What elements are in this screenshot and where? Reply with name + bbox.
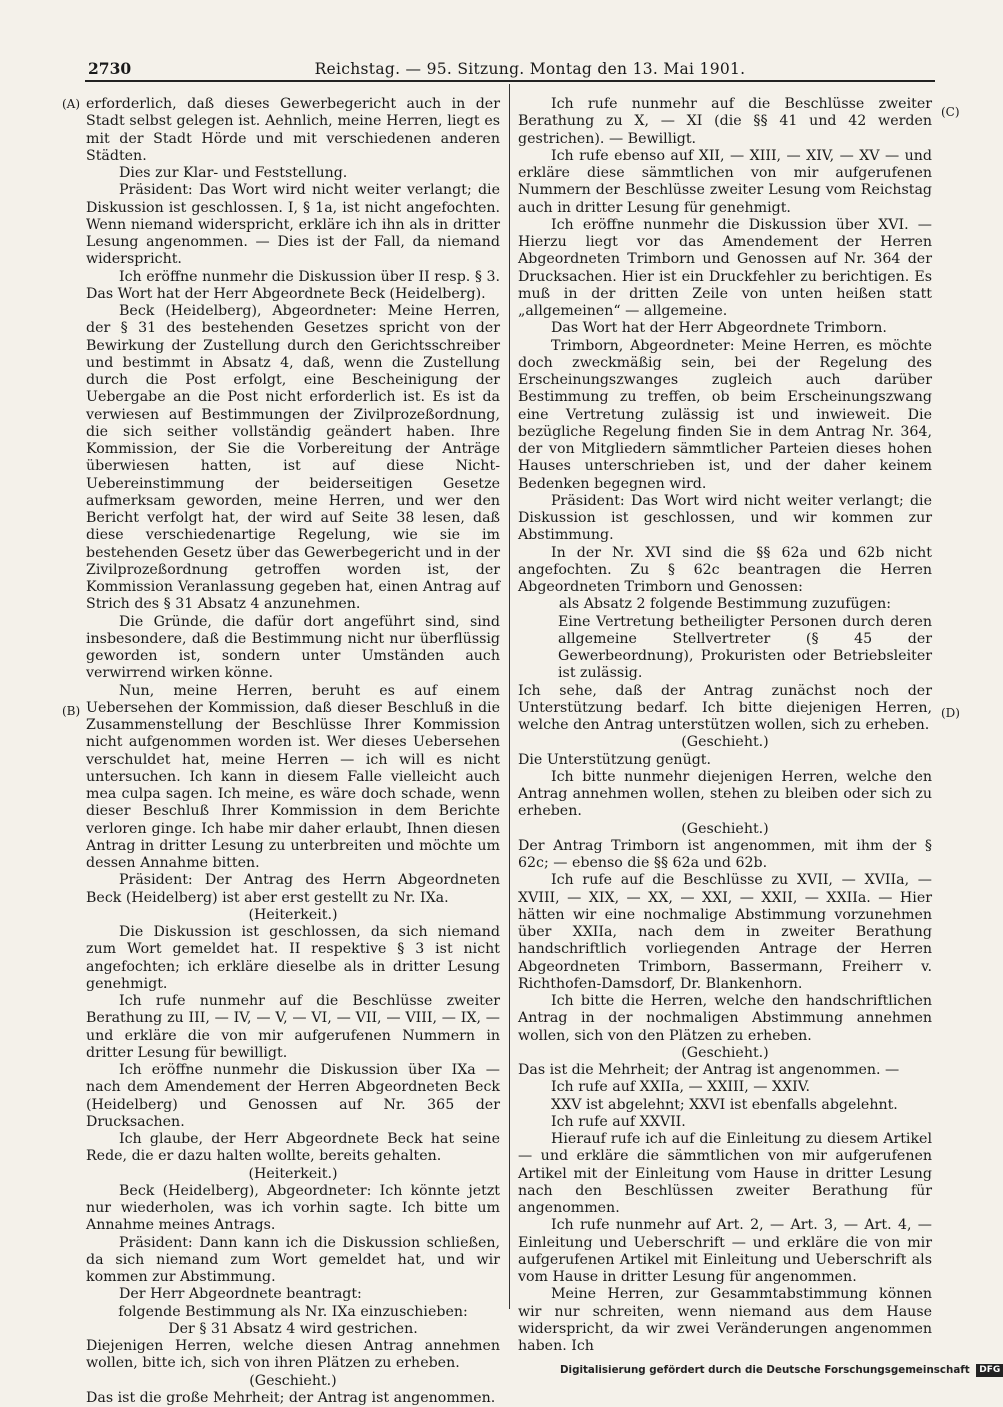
paragraph: Ich rufe nunmehr auf die Beschlüsse zweiter Berathung zu X, — XI (die §§ 41 und 42 werden gestrichen). — Bewilligt. [518, 96, 932, 147]
paragraph: Ich rufe auf XXIIa, — XXIII, — XXIV. [551, 1079, 811, 1096]
speaker-paragraph: Präsident: Das Wort wird nicht weiter verlangt; die Diskussion ist geschlossen. I, § 1a, ist nicht angefochten. Wenn niemand widerspricht, erkläre ich ihn als in dritter Lesung angenommen. — Dies ist der Fall, da niemand widerspricht. [86, 182, 500, 268]
paragraph: Ich eröffne nunmehr die Diskussion über XVI. — Hierzu liegt vor das Amendement der Herren Abgeordneten Trimborn und Genossen auf Nr. 364 der Drucksachen. Hier ist ein Druckfehler zu berichtigen. Es muß in der dritten Zeile von unten heißen statt „allgemeinen“ — allgemeine. [518, 216, 932, 319]
stage-direction: (Geschieht.) [249, 1372, 337, 1389]
paragraph: Die Diskussion ist geschlossen, da sich niemand zum Wort gemeldet hat. II respektive § 3 ist nicht angefochten; ich erkläre dieselbe als in dritter Lesung genehmigt. [86, 924, 500, 992]
quoted-motion: folgende Bestimmung als Nr. IXa einzuschieben: [118, 1303, 468, 1320]
paragraph: Das Wort hat der Herr Abgeordnete Trimborn. [551, 320, 887, 337]
left-column [86, 96, 500, 1406]
paragraph: Ich rufe nunmehr auf die Beschlüsse zweiter Berathung zu III, — IV, — V, — VI, — VII, — VIII, — IX, — und erkläre die von mir aufgerufenen Nummern in dritter Lesung für bewilligt. [86, 993, 500, 1061]
right-column [518, 96, 932, 1354]
paragraph: Nun, meine Herren, beruht es auf einem Uebersehen der Kommission, daß dieser Beschluß in die Zusammenstellung der Beschlüsse Ihrer Kommission nicht aufgenommen worden ist. Wer dieses Uebersehen verschuldet hat, meine Herren — ich will es nicht untersuchen. Ich kann in diesem Falle vielleicht auch mea culpa sagen. Ich meine, es wäre doch schade, wenn dieser Beschluß Ihrer Kommission in dem Berichte verloren ginge. Ich habe mir daher erlaubt, Ihnen diesen Antrag in dritter Lesung zu unterbreiten und möchte um dessen Annahme bitten. [86, 682, 500, 871]
stage-direction: (Geschieht.) [681, 820, 769, 837]
paragraph: Die Gründe, die dafür dort angeführt sind, sind insbesondere, daß die Bestimmung nicht nur überflüssig geworden ist, sondern unter Umständen auch verwirrend wirken könne. [86, 613, 500, 682]
paragraph: Hierauf rufe ich auf die Einleitung zu diesem Artikel — und erkläre die sämmtlichen von mir aufgerufenen Artikel mit der Einleitung vom Hause in dritter Lesung nach den Beschlüssen zweiter Berathung für angenommen. [518, 1131, 932, 1216]
margin-marker-c: (C) [941, 105, 960, 119]
speaker-paragraph: Präsident: Dann kann ich die Diskussion schließen, da sich niemand zum Wort gemeldet hat, und wir kommen zur Abstimmung. [86, 1234, 500, 1285]
stage-direction: (Geschieht.) [681, 1044, 769, 1061]
speaker-paragraph: Beck (Heidelberg), Abgeordneter: Meine Herren, der § 31 des bestehenden Gesetzes spricht von der Bewirkung der Zustellung durch den Gerichtsschreiber und bestimmt in Absatz 4, daß, wenn die Zustellung durch die Post erfolgt, eine Bescheinigung der Uebergabe an die Post nicht erforderlich ist. Es ist da verwiesen auf Bestimmungen der Zivilprozeßordnung, die sich seither vollständig geändert haben. Ihre Kommission, der Sie die Vorbereitung der Anträge überwiesen hatten, ist auf diese Nicht-Uebereinstimmung der beiderseitigen Gesetze aufmerksam geworden, meine Herren, und wer den Bericht verfolgt hat, der wird auf Seite 38 lesen, daß diese verschiedenartige Regelung, wie sie im bestehenden Gesetz über das Gewerbegericht und in der Zivilprozeßordnung getroffen worden ist, der Kommission Veranlassung gegeben hat, einen Antrag auf Strich des § 31 Absatz 4 anzunehmen. [86, 303, 500, 613]
margin-marker-a: (A) [62, 97, 81, 111]
paragraph: XXV ist abgelehnt; XXVI ist ebenfalls abgelehnt. [551, 1096, 898, 1113]
paragraph: Die Unterstützung genügt. [518, 751, 711, 768]
paragraph: Ich rufe ebenso auf XII, — XIII, — XIV, — XV — und erkläre diese sämmtlichen von mir aufgerufenen Nummern der Beschlüsse zweiter Lesung vom Reichstag auch in dritter Lesung für genehmigt. [518, 147, 932, 216]
paragraph: Das ist die große Mehrheit; der Antrag ist angenommen. [86, 1389, 496, 1406]
margin-marker-d: (D) [941, 706, 960, 720]
stage-direction: (Heiterkeit.) [248, 1165, 338, 1182]
running-head: Reichstag. — 95. Sitzung. Montag den 13. Mai 1901. [314, 60, 746, 78]
stage-direction: (Heiterkeit.) [248, 906, 338, 923]
paragraph: Der Herr Abgeordnete beantragt: [119, 1286, 362, 1303]
speaker-paragraph: Präsident: Das Wort wird nicht weiter verlangt; die Diskussion ist geschlossen, und wir kommen zur Abstimmung. [518, 492, 932, 544]
paragraph: Ich glaube, der Herr Abgeordnete Beck hat seine Rede, die er dazu halten wollte, bereits gehalten. [86, 1131, 500, 1165]
funding-credit: Digitalisierung gefördert durch die Deutsche Forschungsgemeinschaft [560, 1364, 970, 1376]
stage-direction: (Geschieht.) [681, 734, 769, 751]
page-number: 2730 [88, 59, 132, 78]
paragraph: Der Antrag Trimborn ist angenommen, mit ihm der § 62c; — ebenso die §§ 62a und 62b. [518, 837, 932, 871]
paragraph: Meine Herren, zur Gesammtabstimmung können wir nur schreiten, wenn niemand aus dem Hause widerspricht, da wir zwei Veränderungen angenommen haben. Ich [518, 1286, 932, 1354]
paragraph: erforderlich, daß dieses Gewerbegericht auch in der Stadt selbst gelegen ist. Aehnlich, meine Herren, liegt es mit der Stadt Hörde und mit verschiedenen anderen Städten. [86, 96, 500, 164]
paragraph: Ich eröffne nunmehr die Diskussion über II resp. § 3. Das Wort hat der Herr Abgeordnete Beck (Heidelberg). [86, 268, 500, 302]
paragraph: Ich eröffne nunmehr die Diskussion über IXa — nach dem Amendement der Herren Abgeordneten Beck (Heidelberg) und Genossen auf Nr. 365 der Drucksachen. [86, 1062, 500, 1130]
paragraph: Das ist die Mehrheit; der Antrag ist angenommen. — [518, 1062, 900, 1078]
page-header [80, 56, 940, 82]
quoted-motion: Eine Vertretung betheiligter Personen durch deren allgemeine Stellvertreter (§ 45 der Gewerbeordnung), Prokuristen oder Betriebsleiter ist zulässig. [558, 613, 932, 682]
paragraph: Ich bitte nunmehr diejenigen Herren, welche den Antrag annehmen wollen, stehen zu bleiben oder sich zu erheben. [518, 768, 932, 820]
column-divider [509, 84, 510, 1309]
margin-marker-b: (B) [62, 704, 81, 718]
speaker-paragraph: Beck (Heidelberg), Abgeordneter: Ich könnte jetzt nur wiederholen, was ich vorhin sagte. Ich bitte um Annahme meines Antrags. [86, 1182, 500, 1234]
header-rule [85, 80, 935, 82]
paragraph: Ich rufe auf XXVII. [551, 1113, 686, 1130]
paragraph: Dies zur Klar- und Feststellung. [119, 165, 348, 181]
paragraph: Ich bitte die Herren, welche den handschriftlichen Antrag in der nochmaligen Abstimmung annehmen wollen, sich von den Plätzen zu erheben. [518, 993, 932, 1044]
paragraph: In der Nr. XVI sind die §§ 62a und 62b nicht angefochten. Zu § 62c beantragen die Herren Abgeordneten Trimborn und Genossen: [518, 544, 932, 595]
dfg-logo: DFG [976, 1364, 1003, 1377]
paragraph: Ich rufe nunmehr auf Art. 2, — Art. 3, — Art. 4, — Einleitung und Ueberschrift — und erkläre die von mir aufgerufenen Artikel mit Einleitung und Ueberschrift als vom Hause in dritter Lesung für angenommen. [518, 1217, 932, 1285]
quoted-motion: als Absatz 2 folgende Bestimmung zuzufügen: [558, 596, 892, 613]
paragraph: Diejenigen Herren, welche diesen Antrag annehmen wollen, bitte ich, sich von ihren Plätzen zu erheben. [86, 1338, 500, 1372]
speaker-paragraph: Trimborn, Abgeordneter: Meine Herren, es möchte doch zweckmäßig sein, bei der Regelung des Erscheinungszwanges zugleich auch darüber Bestimmung zu treffen, ob beim Erscheinungszwang eine Vertretung zulässig ist und inwieweit. Die bezügliche Regelung finden Sie in dem Antrag Nr. 364, der von Mitgliedern sämmtlicher Parteien dieses hohen Hauses unterschrieben ist, und der daher keinem Bedenken begegnen wird. [518, 337, 932, 492]
paragraph: Ich sehe, daß der Antrag zunächst noch der Unterstützung bedarf. Ich bitte diejenigen Herren, welche den Antrag unterstützen wollen, sich zu erheben. [518, 682, 932, 733]
digitization-footer [560, 1362, 1001, 1378]
paragraph: Ich rufe auf die Beschlüsse zu XVII, — XVIIa, — XVIII, — XIX, — XX, — XXI, — XXII, — XXIIa. — Hier hätten wir eine nochmalige Abstimmung vorzunehmen über XXIIa, nach dem in zweiter Berathung handschriftlich vorliegenden Antrage der Herren Abgeordneten Trimborn, Bassermann, Freiherr v. Richthofen-Damsdorf, Dr. Blankenhorn. [518, 872, 932, 992]
speaker-paragraph: Präsident: Der Antrag des Herrn Abgeordneten Beck (Heidelberg) ist aber erst gestellt zu Nr. IXa. [86, 872, 500, 906]
quoted-motion: Der § 31 Absatz 4 wird gestrichen. [168, 1320, 418, 1337]
